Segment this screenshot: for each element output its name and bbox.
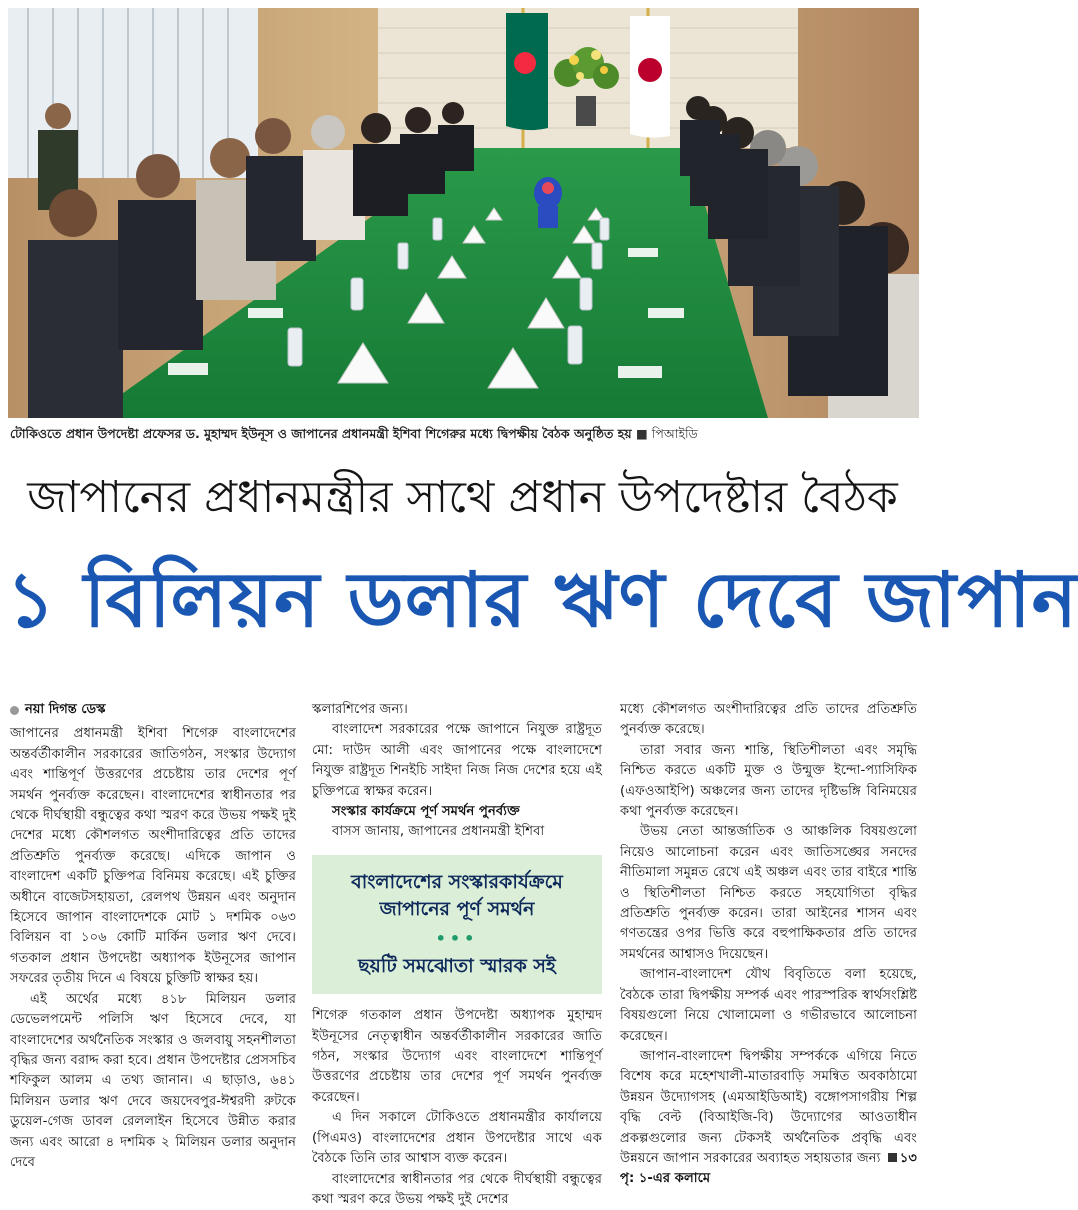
paragraph <box>620 1047 917 1190</box>
meeting-photo-illustration <box>8 8 919 418</box>
pull-quote-line-1: বাংলাদেশের সংস্কারকার্যক্রমে জাপানের পূর্ণ সমর্থন <box>351 870 563 920</box>
kicker-headline: জাপানের প্রধানমন্ত্রীর সাথে প্রধান উপদেষ্টার বৈঠক <box>27 472 898 523</box>
byline <box>10 700 296 720</box>
paragraph: জাপান-বাংলাদেশ যৌথ বিবৃতিতে বলা হয়েছে, বৈঠকে তারা দ্বিপক্ষীয় সম্পর্ক এবং পারস্পরিক স্বার্থসংশ্লিষ্ট বিষয়গুলো নিয়ে খোলামেলা ও গভীরভাবে আলোচনা করেছেন। <box>620 967 917 1044</box>
paragraph-text: জাপান-বাংলাদেশ দ্বিপক্ষীয় সম্পর্ককে এগিয়ে নিতে বিশেষ করে মহেশখালী-মাতারবাড়ি সমন্বিত অবকাঠামো উন্নয়ন উদ্যোগসহ (এমআইডিআই) বঙ্গোপসাগরীয় শিল্প বৃদ্ধি বেল্ট (বিআইজি-বি) উদ্যোগের আওতাধীন প্রকল্পগুলোর জন্য টেকসই অর্থনৈতিক প্রবৃদ্ধি এবং উন্নয়নে জাপান সরকারের অব্যাহত সহায়তার জন্য <box>620 1048 917 1166</box>
news-photo <box>8 8 919 418</box>
paragraph: জাপানের প্রধানমন্ত্রী ইশিবা শিগেরু বাংলাদেশের অন্তর্বর্তীকালীন সরকারের জাতিগঠন, সংস্কার উদ্যোগ এবং শান্তিপূর্ণ উত্তরণের প্রচেষ্টায় তার দেশের পূর্ণ সমর্থন পুনর্ব্যক্ত করেছেন। বাংলাদেশের স্বাধীনতার পর থেকে দীর্ঘস্থায়ী বন্ধুত্বের কথা স্মরণ করে উভয় পক্ষই দুই দেশের মধ্যে কৌশলগত অংশীদারিত্বের প্রতি তাদের প্রতিশ্রুতি পুনর্ব্যক্ত করেছে। এদিকে জাপান ও বাংলাদেশ একটি চুক্তিপত্র বিনিময় করেছে। এই চুক্তির অধীনে বাজেটসহায়তা, রেলপথ উন্নয়ন এবং অনুদান হিসেবে জাপান বাংলাদেশকে মোট ১ দশমিক ০৬৩ বিলিয়ন বা ১০৬ কোটি মার্কিন ডলার ঋণ দেবে। গতকাল প্রধান উপদেষ্টা অধ্যাপক ইউনূসের জাপান সফরের তৃতীয় দিনে এ বিষয়ে চুক্তিটি স্বাক্ষর হয়। <box>10 726 296 987</box>
mascot-figure-icon <box>534 177 562 228</box>
caption-text: টোকিওতে প্রধান উপদেষ্টা প্রফেসর ড. মুহাম্মদ ইউনূস ও জাপানের প্রধানমন্ত্রী ইশিবা শিগেরুর মধ্যে দ্বিপক্ষীয় বৈঠক অনুষ্ঠিত হয় <box>10 426 632 441</box>
photo-caption: টোকিওতে প্রধান উপদেষ্টা প্রফেসর ড. মুহাম্মদ ইউনূস ও জাপানের প্রধানমন্ত্রী ইশিবা শিগেরুর মধ্যে দ্বিপক্ষীয় বৈঠক অনুষ্ঠিত হয় ■ পিআইডি <box>10 426 698 441</box>
pull-quote-box <box>312 855 602 994</box>
main-headline: ১ বিলিয়ন ডলার ঋণ দেবে জাপান <box>6 555 1078 644</box>
article-column-2 <box>312 700 602 1205</box>
subheading: সংস্কার কার্যক্রমে পূর্ণ সমর্থন পুনর্ব্যক্ত <box>332 804 520 820</box>
byline-dot-icon <box>10 706 19 715</box>
photo-credit: পিআইডি <box>651 426 698 441</box>
article-column-3 <box>620 700 917 1205</box>
pull-quote-dots: ••• <box>435 928 479 948</box>
article-column-1 <box>10 700 296 1205</box>
continued-jump-link[interactable]: ১৩ পৃ: ১-এর কলামে <box>620 1150 917 1187</box>
desk-label: নয়া দিগন্ত ডেস্ক <box>25 702 106 717</box>
paragraph: মধ্যে কৌশলগত অংশীদারিত্বের প্রতি তাদের প্রতিশ্রুতি পুনর্ব্যক্ত করেছে। <box>620 702 917 738</box>
paragraph: বাংলাদেশের স্বাধীনতার পর থেকে দীর্ঘস্থায়ী বন্ধুত্বের কথা স্মরণ করে উভয় পক্ষই দুই দেশের <box>312 1171 602 1207</box>
paragraph: এই অর্থের মধ্যে ৪১৮ মিলিয়ন ডলার ডেভেলপমেন্ট পলিসি ঋণ হিসেবে দেবে, যা বাংলাদেশের অর্থনৈতিক সংস্কার ও জলবায়ু সহনশীলতা বৃদ্ধির জন্য বরাদ্দ করা হবে। প্রধান উপদেষ্টার প্রেসসচিব শফিকুল আলম এ তথ্য জানান। এ ছাড়াও, ৬৪১ মিলিয়ন ডলার ঋণ দেবে জয়দেবপুর-ঈশ্বরদী রুটকে ডুয়েল-গেজ ডাবল রেললাইন হিসেবে উন্নীত করার জন্য এবং আরো ৪ দশমিক ২ মিলিয়ন ডলার অনুদান দেবে <box>10 991 296 1170</box>
paragraph: শিগেরু গতকাল প্রধান উপদেষ্টা অধ্যাপক মুহাম্মদ ইউনূসের নেতৃত্বাধীন অন্তর্বর্তীকালীন সরকারের জাতি গঠন, সংস্কার উদ্যোগ এবং বাংলাদেশে শান্তিপূর্ণ উত্তরণের প্রচেষ্টায় তার দেশের পূর্ণ সমর্থন পুনর্ব্যক্ত করেছেন। <box>312 1008 602 1105</box>
paragraph: বাসস জানায়, জাপানের প্রধানমন্ত্রী ইশিবা <box>332 824 545 840</box>
bangladesh-flag-icon <box>506 8 548 148</box>
paragraph: এ দিন সকালে টোকিওতে প্রধানমন্ত্রীর কার্যালয়ে (পিএমও) বাংলাদেশের প্রধান উপদেষ্টার সাথে এক বৈঠকে তিনি তার আশ্বাস ব্যক্ত করেন। <box>312 1110 602 1167</box>
jump-square-icon <box>888 1153 897 1162</box>
paragraph: উভয় নেতা আন্তর্জাতিক ও আঞ্চলিক বিষয়গুলো নিয়েও আলোচনা করেন এবং জাতিসঙ্ঘের সনদের নীতিমালা সমুন্নত রেখে এই অঞ্চল এবং তার বাইরে শান্তি ও স্থিতিশীলতা নিশ্চিত করতে সহযোগিতা বৃদ্ধির প্রতিশ্রুতি পুনর্ব্যক্ত করেন। তারা আইনের শাসন এবং গণতন্ত্রের ওপর ভিত্তি করে বহুপাক্ষিকতার প্রতি তাদের সমর্থনের আশ্বাসও দিয়েছেন। <box>620 824 917 962</box>
paragraph: বাংলাদেশ সরকারের পক্ষে জাপানে নিযুক্ত রাষ্ট্রদূত মো: দাউদ আলী এবং জাপানের পক্ষে বাংলাদেশে নিযুক্ত রাষ্ট্রদূত শিনইচি সাইদা নিজ নিজ দেশের হয়ে এই চুক্তিপত্রে স্বাক্ষর করেন। <box>312 722 602 799</box>
japan-flag-icon <box>630 8 670 148</box>
paragraph: তারা সবার জন্য শান্তি, স্থিতিশীলতা এবং সমৃদ্ধি নিশ্চিত করতে একটি মুক্ত ও উন্মুক্ত ইন্দো-প্যাসিফিক (এফওআইপি) অঞ্চলের জন্য তাদের দৃষ্টিভঙ্গি বিনিময়ের কথা পুনর্ব্যক্ত করেছেন। <box>620 742 917 820</box>
paragraph: স্কলারশিপের জন্য। <box>312 702 408 717</box>
pull-quote-line-2: ছয়টি সমঝোতা স্মারক সই <box>358 955 556 978</box>
